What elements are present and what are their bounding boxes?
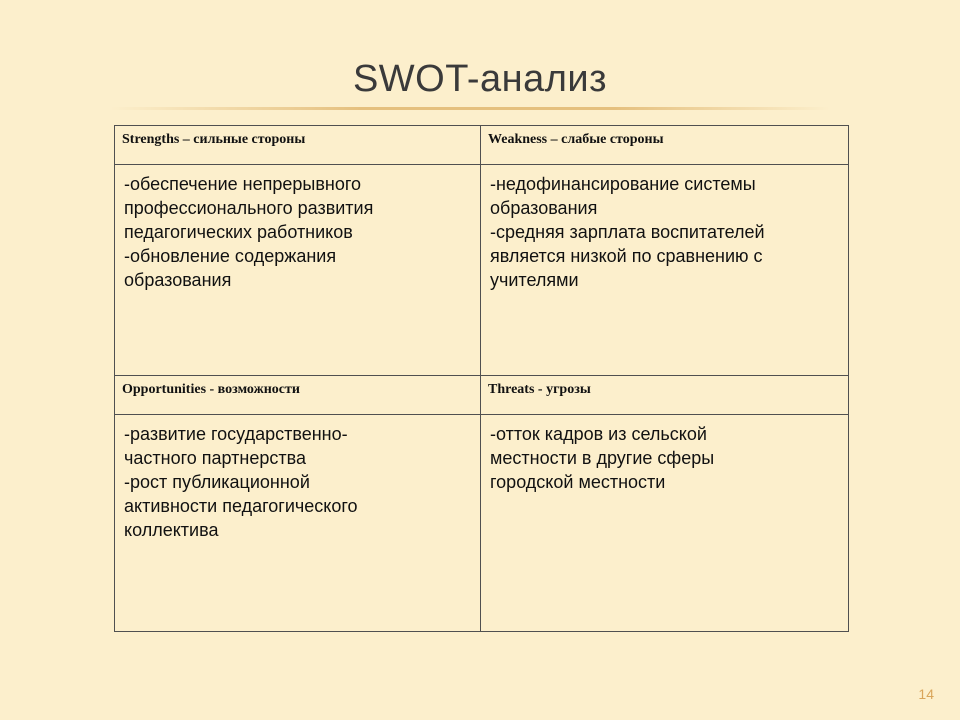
strengths-line: -обеспечение непрерывного	[124, 174, 362, 194]
threats-line: -отток кадров из сельской	[490, 424, 707, 444]
opportunities-header-cell	[115, 376, 481, 415]
weakness-header: Weakness – слабые стороны	[488, 132, 664, 147]
opportunities-line: коллектива	[124, 520, 219, 540]
weakness-line: образования	[490, 198, 598, 218]
weakness-list	[481, 165, 848, 292]
threats-cell	[481, 415, 849, 632]
page-number: 14	[918, 686, 934, 702]
strengths-line: образования	[124, 270, 232, 290]
strengths-header: Strengths – сильные стороны	[122, 132, 306, 147]
slide-title: SWOT-анализ	[352, 58, 608, 100]
threats-header: Threats - угрозы	[488, 382, 591, 397]
swot-body-row-bottom	[115, 415, 849, 632]
strengths-line: -обновление содержания	[124, 246, 337, 266]
weakness-line: является низкой по сравнению с	[490, 246, 763, 266]
threats-list	[481, 415, 848, 494]
weakness-line: -недофинансирование системы	[490, 174, 756, 194]
strengths-list	[115, 165, 480, 292]
strengths-line: педагогических работников	[124, 222, 353, 242]
strengths-cell	[115, 165, 481, 376]
opportunities-cell	[115, 415, 481, 632]
title-underline	[110, 107, 830, 110]
opportunities-line: частного партнерства	[124, 448, 306, 468]
opportunities-header: Opportunities - возможности	[122, 382, 300, 397]
opportunities-line: -рост публикационной	[124, 472, 310, 492]
swot-header-row-bottom	[115, 376, 849, 415]
weakness-line: учителями	[490, 270, 579, 290]
strengths-header-cell	[115, 126, 481, 165]
swot-table	[114, 125, 849, 632]
threats-line: городской местности	[490, 472, 666, 492]
opportunities-list	[115, 415, 480, 542]
threats-header-cell	[481, 376, 849, 415]
swot-body-row-top	[115, 165, 849, 376]
strengths-line: профессионального развития	[124, 198, 374, 218]
swot-header-row-top	[115, 126, 849, 165]
weakness-header-cell	[481, 126, 849, 165]
weakness-line: -средняя зарплата воспитателей	[490, 222, 765, 242]
threats-line: местности в другие сферы	[490, 448, 715, 468]
opportunities-line: -развитие государственно-	[124, 424, 348, 444]
opportunities-line: активности педагогического	[124, 496, 358, 516]
weakness-cell	[481, 165, 849, 376]
